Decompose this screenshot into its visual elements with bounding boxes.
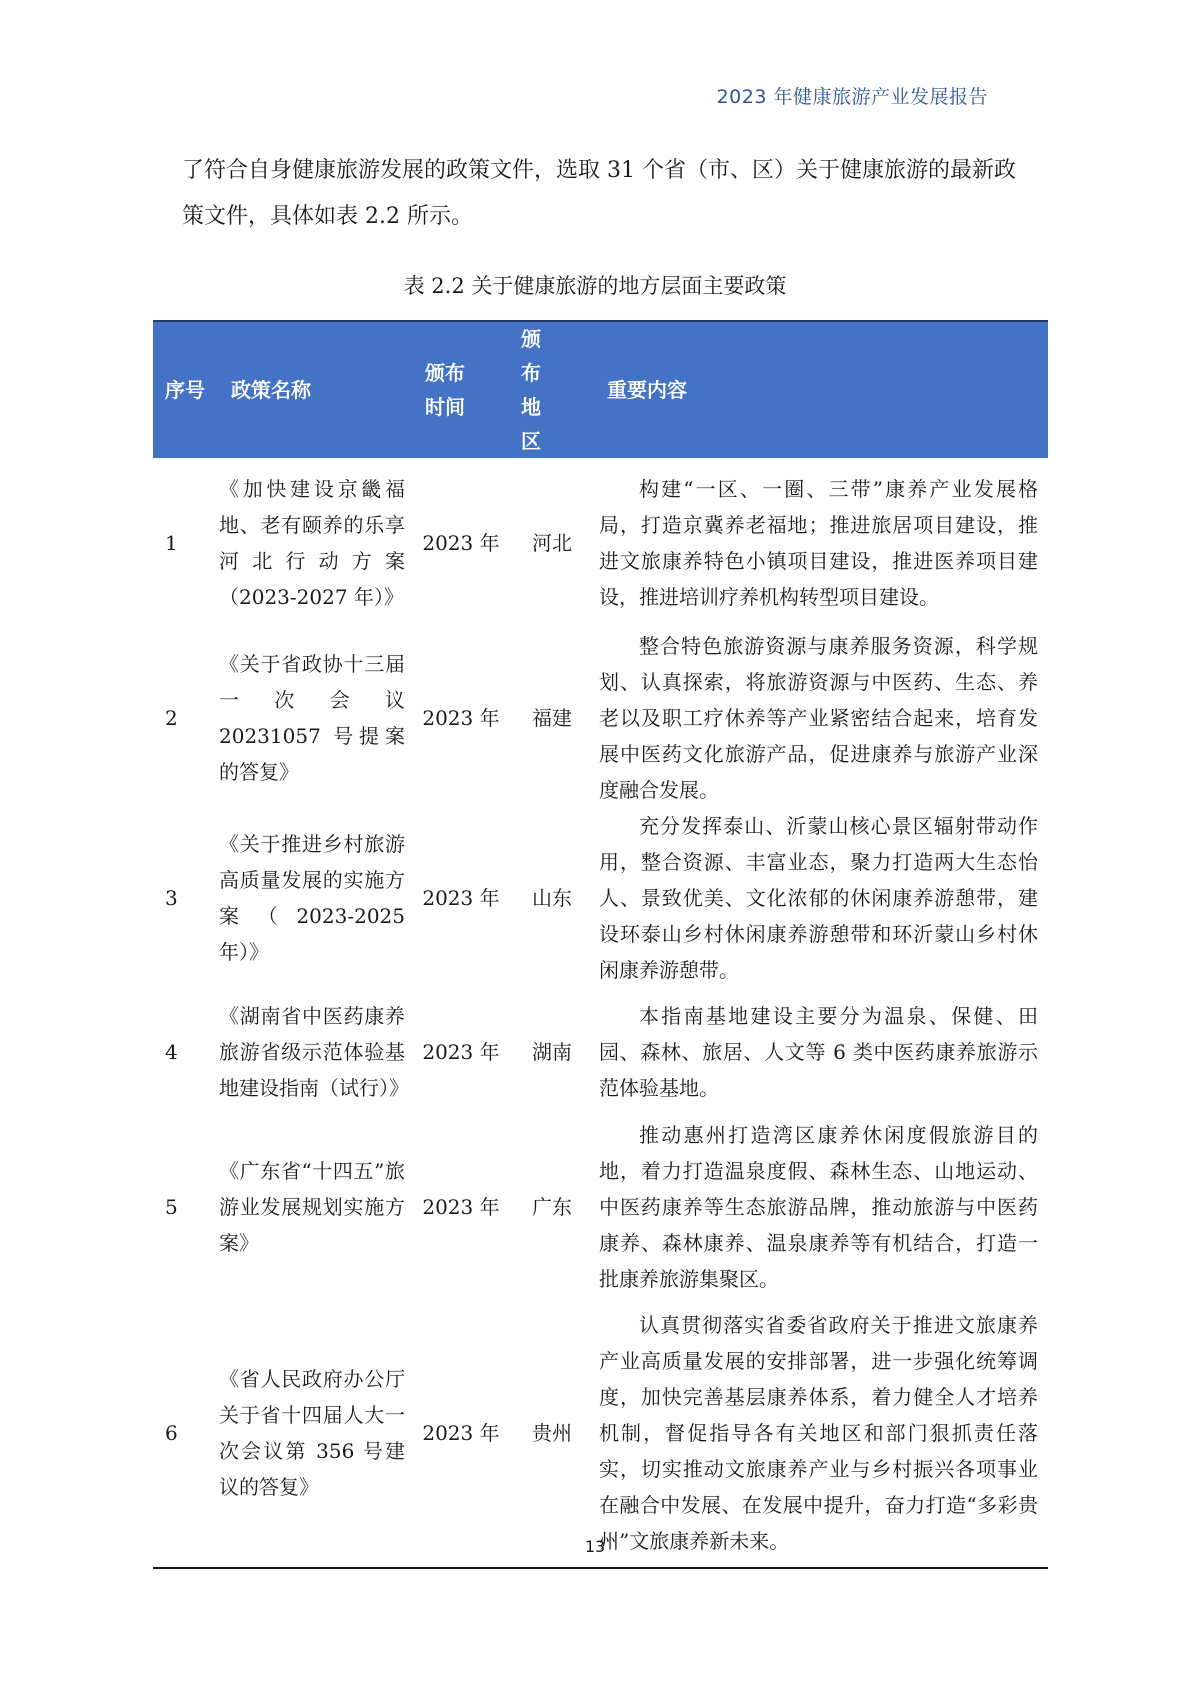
row-num: 4 [165, 1040, 178, 1064]
issue-year: 2023 年 [413, 1298, 509, 1568]
table-row [153, 458, 1048, 628]
policy-name: 《广东省“十四五”旅游业发展规划实施方案》 [219, 1159, 405, 1255]
row-num: 5 [165, 1195, 178, 1219]
row-num: 6 [153, 1298, 219, 1568]
key-content: 认真贯彻落实省委省政府关于推进文旅康养产业高质量发展的安排部署，进一步强化统筹调度，加快完善基层康养体系，着力健全人才培养机制，督促指导各有关地区和部门狠抓责任落实，切实推动文旅康养产业与乡村振兴各项事业在融合中发展、在发展中提升，奋力打造“多彩贵州”文旅康养新未来。 [595, 1298, 1048, 1568]
issue-region: 福建 [532, 706, 572, 730]
issue-year: 2023 年 [422, 706, 500, 730]
issue-year: 2023 年 [422, 1195, 500, 1219]
policy-name: 《关于省政协十三届一次会议 20231057 号提案的答复》 [219, 652, 405, 784]
col-header-region: 颁布地区 [509, 321, 595, 458]
key-content: 本指南基地建设主要分为温泉、保健、田园、森林、旅居、人文等 6 类中医药康养旅游示范体验基地。 [599, 1004, 1038, 1100]
table-row [153, 1298, 1048, 1568]
issue-region: 山东 [532, 886, 572, 910]
row-num: 3 [165, 886, 178, 910]
policy-name: 《湖南省中医药康养旅游省级示范体验基地建设指南（试行）》 [219, 1004, 409, 1100]
policy-name: 《加快建设京畿福地、老有颐养的乐享河北行动方案（2023-2027 年）》 [219, 477, 405, 609]
key-content: 构建“一区、一圈、三带”康养产业发展格局，打造京冀养老福地；推进旅居项目建设，推进文旅康养特色小镇项目建设，推进医养项目建设，推进培训疗养机构转型项目建设。 [599, 477, 1038, 609]
col-header-name: 政策名称 [219, 321, 413, 458]
key-content: 充分发挥泰山、沂蒙山核心景区辐射带动作用，整合资源、丰富业态，聚力打造两大生态怡人、景致优美、文化浓郁的休闲康养游憩带，建设环泰山乡村休闲康养游憩带和环沂蒙山乡村休闲康养游憩带。 [599, 814, 1038, 982]
policy-table [153, 320, 1048, 1569]
table-row [153, 628, 1048, 808]
issue-year: 2023 年 [422, 886, 500, 910]
page-number: 13 [584, 1537, 606, 1556]
issue-year: 2023 年 [422, 1040, 500, 1064]
col-header-time: 颁布时间 [413, 321, 509, 458]
table-caption: 表 2.2 关于健康旅游的地方层面主要政策 [403, 274, 787, 298]
policy-name: 《省人民政府办公厅关于省十四届人大一次会议第 356 号建议的答复》 [219, 1298, 413, 1568]
running-header-title: 2023 年健康旅游产业发展报告 [716, 86, 988, 108]
key-content: 推动惠州打造湾区康养休闲度假旅游目的地，着力打造温泉度假、森林生态、山地运动、中医药康养等生态旅游品牌，推动旅游与中医药康养、森林康养、温泉康养等有机结合，打造一批康养旅游集聚区。 [599, 1123, 1038, 1291]
intro-paragraph: 了符合自身健康旅游发展的政策文件，选取 31 个省（市、区）关于健康旅游的最新政策文件，具体如表 2.2 所示。 [182, 158, 1016, 229]
table-header-row [153, 321, 1048, 458]
issue-region: 广东 [532, 1195, 572, 1219]
table-row [153, 1116, 1048, 1298]
key-content: 整合特色旅游资源与康养服务资源，科学规划、认真探索，将旅游资源与中医药、生态、养老以及职工疗休养等产业紧密结合起来，培育发展中医药文化旅游产品，促进康养与旅游产业深度融合发展。 [599, 634, 1038, 802]
policy-name: 《关于推进乡村旅游高质量发展的实施方案（2023-2025 年）》 [219, 832, 405, 964]
table-row [153, 808, 1048, 988]
issue-year: 2023 年 [422, 531, 500, 555]
issue-region: 河北 [532, 531, 572, 555]
col-header-content: 重要内容 [595, 321, 1048, 458]
issue-region: 湖南 [532, 1040, 572, 1064]
col-header-num: 序号 [153, 321, 219, 458]
row-num: 2 [165, 706, 178, 730]
table-row [153, 988, 1048, 1116]
row-num: 1 [165, 531, 178, 555]
issue-region: 贵州 [509, 1298, 595, 1568]
